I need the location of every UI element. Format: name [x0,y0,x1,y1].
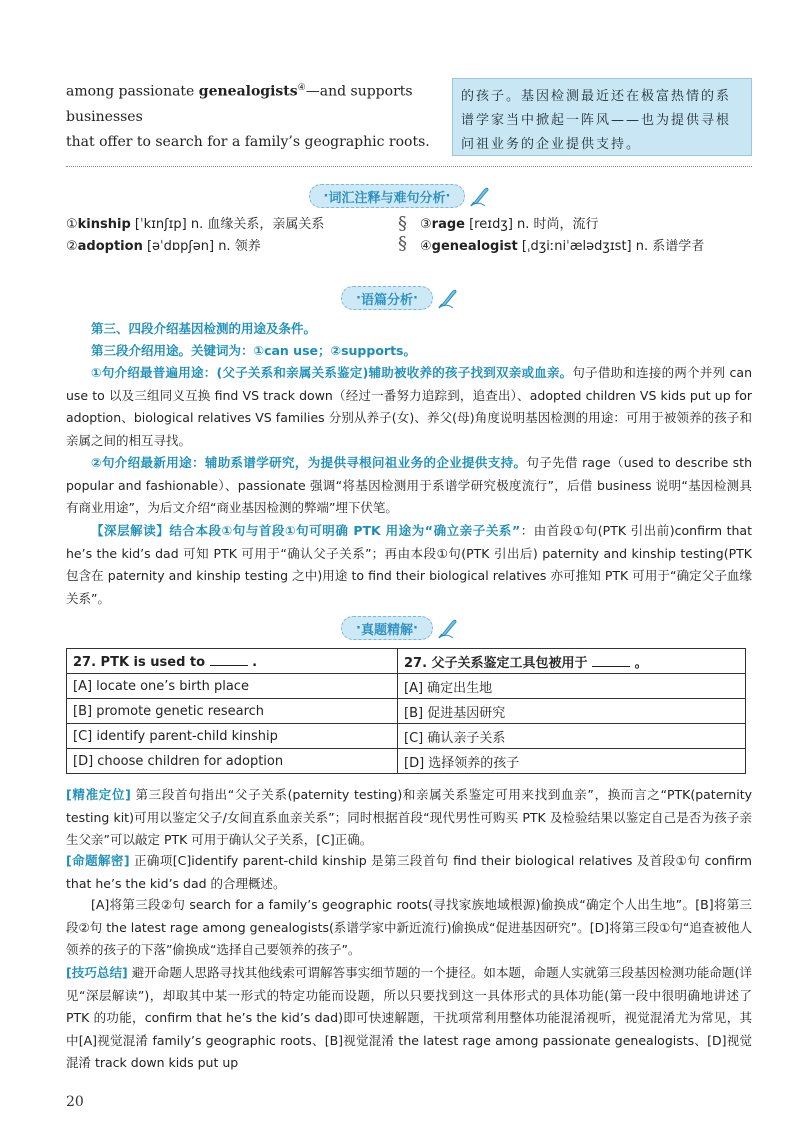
vocab-num: ② [66,239,78,254]
passage-text: —and supports businesses [66,83,413,125]
explanation-text: [A]将第三段②句 search for a family’s geographic roots(寻找家族地域根源)偷换成“确定个人出生地”。[B]将第三段②句 the latest rage among genealogists(系谱学家中新近流行)偷换成“促进基因研究”。[D]将第三段①句“追查被他人领养的孩子的下落”偷换成“选择自己要领养的孩子”。 [66,897,752,957]
vocab-num: ① [66,217,78,232]
question-text: 27. 父子关系鉴定工具包被用于 [404,655,588,671]
vocab-item-rage [420,214,599,236]
vocab-pron: [əˈdɒpʃən] [146,239,215,254]
table-row [67,674,746,699]
vocab-pron: [ˈkɪnʃɪp] [134,217,187,232]
explanation-decode [66,850,752,895]
exam-section-header [0,616,800,640]
explanation-label: [命题解密] [66,853,130,868]
vocab-pron: [reɪdʒ] [469,217,513,232]
vocab-def: n. 系谱学者 [635,239,705,254]
analysis-lead: 结合本段①句与首段①句可明确 PTK 用途为“确立亲子关系” [169,523,521,538]
passage-line-2: that offer to search for a family’s geographic roots. [66,133,430,150]
explanation-technique [66,962,752,1075]
vocab-pron: [ˌdʒiːniˈælədʒɪst] [521,239,632,254]
analysis-text: 句子借助和连接的两个并列 can use to 以及三组同义互换 find VS track down（经过一番努力追踪到，追查出）、adopted children VS kids put up for adoption、biological relatives VS families 分别从养子(女)、养父(母)角度说明基因检测的用途：可用于被领养的孩子和亲属之间的相互寻找。 [66,365,752,448]
table-row [67,724,746,749]
translation-box [452,78,752,156]
vocab-word: kinship [77,217,131,232]
translation-line: 问祖业务的企业提供支持。 [461,137,642,152]
question-table [66,648,746,774]
option-d-en: [D] choose children for adoption [67,749,398,774]
analysis-text: 句子先借 rage（used to describe sth popular and fashionable）、passionate 强调“将基因检测用于系谱学研究极度流行”，后借 business 说明“基因检测具有商业用途”，为后文介绍“商业基因检测的弊端”埋下伏笔。 [66,455,752,515]
option-d-cn: [D] 选择领养的孩子 [398,749,746,774]
explanation-text: 正确项[C]identify parent-child kinship 是第三段首句 find their biological relatives 及首段①句 confirm that he’s the kid’s dad 的合理概述。 [66,853,752,891]
passage-line-1 [66,76,438,130]
section-title-pill: · 语篇分析 · [341,286,433,310]
analysis-para-3 [66,362,752,452]
analysis-section-header [0,286,800,310]
question-en: 27. PTK is used to . [67,649,398,674]
vocab-word: rage [431,217,465,232]
vocab-def: n. 血缘关系，亲属关系 [190,217,325,232]
analysis-para-1 [66,318,752,341]
english-passage [66,76,438,155]
quill-pen-icon [437,287,459,309]
option-c-cn: [C] 确认亲子关系 [398,724,746,749]
explanation-text: 第三段首句指出“父子关系(paternity testing)和亲属关系鉴定可用来找到血亲”，换而言之“PTK(paternity testing kit)可用以鉴定父子/女间直系血亲关系”；同时根据首段“现代男性可购买 PTK 及检验结果以鉴定自己是否为孩子亲生父亲”可以敲定 PTK 可用于确认父子关系，[C]正确。 [66,787,752,847]
deep-reading-label: 【深层解读】 [91,523,170,538]
explanation-text: 避开命题人思路寻找其他线索可谓解答事实细节题的一个捷径。如本题，命题人实就第三段基因检测功能命题(详见“深层解读”)，却取其中某一形式的特定功能而设题，所以只要找到这一具体形式的具体功能(第一段中很明确地讲述了 PTK 的功能，confirm that he’s the kid’s dad)即可快速解题，干扰项常利用整体功能混淆视听，视觉混淆尤为常见，其中[A]视觉混淆 family’s geographic roots、[B]视觉混淆 the latest rage among passionate genealogists、[D]视觉混淆 track down kids put up [66,965,752,1070]
vocab-item-genealogist [420,236,704,258]
answer-blank [592,654,630,667]
vocab-section-header [0,184,800,208]
option-c-en: [C] identify parent-child kinship [67,724,398,749]
translation-line: 谱学家当中掀起一阵风——也为提供寻根 [461,113,732,128]
option-a-cn: [A] 确定出生地 [398,674,746,699]
page-number: 20 [66,1094,84,1110]
vocab-word: adoption [77,239,143,254]
analysis-text: ：由首段①句(PTK 引出前)confirm that he’s the kid’s dad 可知 PTK 可用于“确认父子关系”；再由本段①句(PTK 引出后) paternity and kinship testing(PTK 包含在 paternity and kinship testing 之中)用途 to find their biological relatives 亦可推知 PTK 可用于“确定父子血缘关系”。 [66,523,752,606]
divider [66,166,752,167]
passage-keyword: genealogists [198,83,298,100]
table-row [67,649,746,674]
table-row [67,699,746,724]
footnote-marker: ④ [297,83,306,93]
analysis-para-2 [66,340,752,363]
vocab-item-adoption [66,236,261,258]
section-title-pill: · 真题精解 · [341,616,433,640]
translation-line: 的孩子。基因检测最近还在极富热情的系 [461,89,732,104]
table-row [67,749,746,774]
explanation-precise-location [66,784,752,852]
quill-pen-icon [469,185,491,207]
question-text: 27. PTK is used to [73,654,206,670]
passage-text: among passionate [66,83,199,100]
section-title: 真题精解 [360,622,413,638]
analysis-keywords: 第三段介绍用途。关键词为：①can use；②supports。 [91,343,416,358]
vocab-num: ④ [420,239,432,254]
column-divider-squiggle: § § [398,213,407,254]
vocab-num: ③ [420,217,432,232]
analysis-para-4 [66,452,752,520]
analysis-para-5 [66,520,752,610]
section-title-pill: · 词汇注释与难句分析 · [309,184,466,208]
option-a-en: [A] locate one’s birth place [67,674,398,699]
explanation-label: [精准定位] [66,787,131,802]
explanation-label: [技巧总结] [66,965,128,980]
vocab-def: n. 时尚，流行 [517,217,599,232]
question-cn: 27. 父子关系鉴定工具包被用于 。 [398,649,746,674]
analysis-heading: 第三、四段介绍基因检测的用途及条件。 [91,321,317,336]
vocab-item-kinship [66,214,324,236]
analysis-lead: ②句介绍最新用途：辅助系谱学研究，为提供寻根问祖业务的企业提供支持。 [91,455,527,470]
vocab-word: genealogist [431,239,518,254]
vocab-def: n. 领养 [218,239,261,254]
explanation-distractors [66,894,752,962]
option-b-en: [B] promote genetic research [67,699,398,724]
section-title: 语篇分析 [360,292,413,308]
option-b-cn: [B] 促进基因研究 [398,699,746,724]
quill-pen-icon [437,617,459,639]
section-title: 词汇注释与难句分析 [328,190,446,206]
analysis-lead: ①句介绍最普遍用途：(父子关系和亲属关系鉴定)辅助被收养的孩子找到双亲或血亲。 [91,365,573,380]
answer-blank [210,653,248,666]
